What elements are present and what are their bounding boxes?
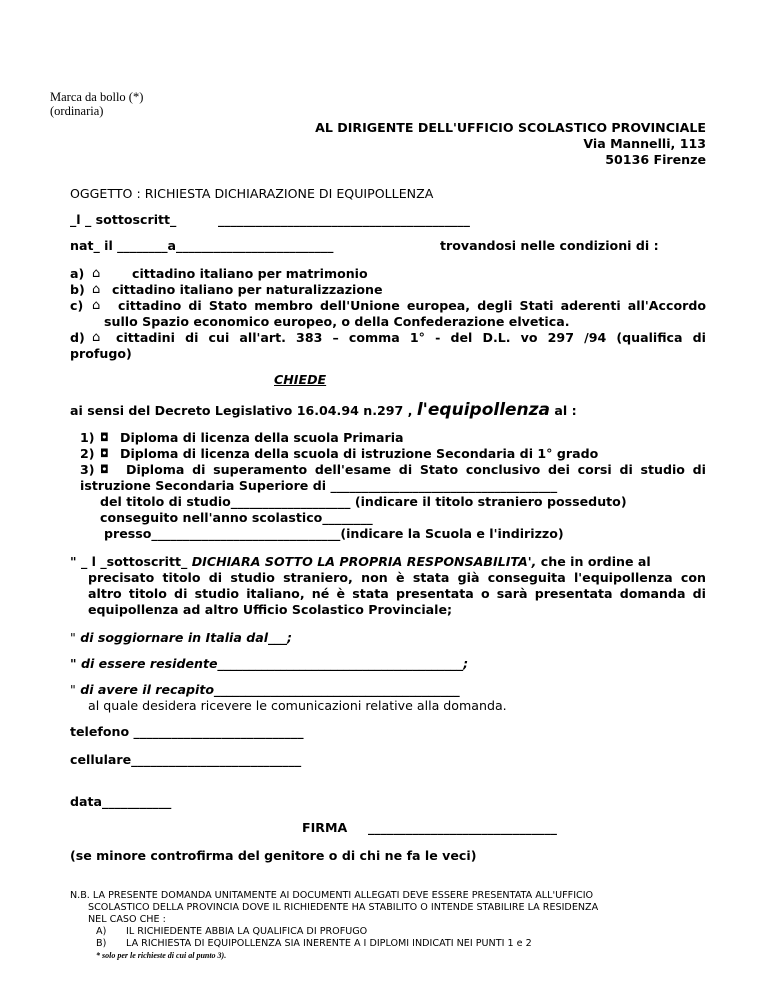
request-heading: CHIEDE [274, 372, 327, 387]
declaration-line-1 [70, 554, 651, 570]
checkbox-icon[interactable]: ◘ [100, 447, 109, 460]
condition-b-text: cittadino italiano per naturalizzazione [112, 282, 383, 297]
stamp-label: Marca da bollo (*) [50, 90, 144, 104]
footnote: * solo per le richieste di cui al punto 3). [96, 951, 227, 960]
declaration-emphasis: DICHIARA SOTTO LA PROPRIA RESPONSABILITA', [191, 554, 537, 569]
checkbox-icon[interactable]: ◘ [100, 463, 109, 476]
nb-b-label: B) [96, 938, 107, 949]
applicant-name-field[interactable]: ________________________________________ [218, 212, 470, 227]
recipient-city: 50136 Firenze [605, 152, 706, 167]
legal-basis [70, 400, 577, 421]
conditions-label: trovandosi nelle condizioni di : [440, 238, 659, 253]
recapito-line [70, 682, 460, 698]
declaration-line-2: precisato titolo di studio straniero, non è stata già conseguita l'equipollenza con [88, 570, 706, 585]
condition-b-label: b) [70, 282, 85, 297]
diploma-3-title-field[interactable]: del titolo di studio___________________ (indicare il titolo straniero posseduto) [100, 494, 627, 509]
nb-line-1: N.B. LA PRESENTE DOMANDA UNITAMENTE AI DOCUMENTI ALLEGATI DEVE ESSERE PRESENTATA ALL'UFFICIO [70, 890, 594, 901]
diploma-3-school-address-field[interactable]: presso______________________________(indicare la Scuola e l'indirizzo) [104, 526, 564, 541]
signature-field[interactable]: ______________________________ [368, 820, 557, 835]
recapito-note: al quale desidera ricevere le comunicazioni relative alla domanda. [88, 698, 507, 713]
diploma-1-text: Diploma di licenza della scuola Primaria [120, 430, 404, 445]
recapito-quote: " [70, 682, 76, 697]
condition-d-text-cont: profugo) [70, 346, 132, 361]
condition-c-text: cittadino di Stato membro dell'Unione europea, degli Stati aderenti all'Accordo [118, 298, 706, 313]
diploma-2-label: 2) [80, 446, 95, 461]
recipient-address: Via Mannelli, 113 [583, 136, 706, 151]
diploma-3-school-field[interactable]: istruzione Secondaria Superiore di ____________________________________ [80, 478, 558, 493]
legal-basis-text: ai sensi del Decreto Legislativo 16.04.94 n.297 , [70, 403, 413, 418]
nb-a-label: A) [96, 926, 107, 937]
condition-a-label: a) [70, 266, 85, 281]
date-field[interactable]: data___________ [70, 794, 172, 809]
condition-d-text: cittadini di cui all'art. 383 – comma 1° - del D.L. vo 297 /94 (qualifica di [116, 330, 706, 345]
checkbox-icon[interactable]: ⌂ [92, 282, 101, 297]
declaration-lead: " _ l _sottoscritt_ [70, 554, 188, 569]
diploma-2-text: Diploma di licenza della scuola di istruzione Secondaria di 1° grado [120, 446, 599, 461]
soggiorno-quote: " [70, 630, 76, 645]
recapito-field[interactable]: di avere il recapito_______________________________________ [80, 682, 460, 697]
nb-b-text: LA RICHIESTA DI EQUIPOLLENZA SIA INERENTE A I DIPLOMI INDICATI NEI PUNTI 1 e 2 [126, 938, 532, 949]
diploma-3-year-field[interactable]: conseguito nell'anno scolastico________ [100, 510, 373, 525]
declaration-tail: che in ordine al [540, 554, 651, 569]
condition-c-text-cont: sullo Spazio economico europeo, o della Confederazione elvetica. [104, 314, 570, 329]
declaration-line-4: equipollenza ad altro Ufficio Scolastico Provinciale; [88, 602, 453, 617]
checkbox-icon[interactable]: ⌂ [92, 266, 101, 281]
nb-line-2: SCOLASTICO DELLA PROVINCIA DOVE IL RICHIEDENTE HA STABILITO O INTENDE STABILIRE LA RESIDENZA [88, 902, 599, 913]
nb-line-3: NEL CASO CHE : [88, 914, 166, 925]
condition-a-text: cittadino italiano per matrimonio [132, 266, 368, 281]
stamp-sublabel: (ordinaria) [50, 104, 104, 118]
condition-c-label: c) [70, 298, 84, 313]
soggiorno-field[interactable]: di soggiornare in Italia dal___; [80, 630, 293, 645]
cellulare-field[interactable]: cellulare___________________________ [70, 752, 302, 767]
diploma-1-label: 1) [80, 430, 95, 445]
legal-basis-tail: al : [554, 403, 577, 418]
diploma-3-text: Diploma di superamento dell'esame di Stato conclusivo dei corsi di studio di [126, 462, 706, 477]
telefono-field[interactable]: telefono ___________________________ [70, 724, 304, 739]
declaration-line-3: altro titolo di studio italiano, né è stata presentata o sarà presentata domanda di [88, 586, 706, 601]
birth-field[interactable]: nat_ il ________a_________________________ [70, 238, 334, 253]
subject-line: OGGETTO : RICHIESTA DICHIARAZIONE DI EQUIPOLLENZA [70, 186, 434, 201]
nb-a-text: IL RICHIEDENTE ABBIA LA QUALIFICA DI PROFUGO [126, 926, 368, 937]
minor-note: (se minore controfirma del genitore o di chi ne fa le veci) [70, 848, 477, 863]
legal-basis-emphasis: l'equipollenza [416, 400, 551, 420]
residente-field[interactable]: " di essere residente_______________________________________; [70, 656, 469, 671]
recipient-title: AL DIRIGENTE DELL'UFFICIO SCOLASTICO PROVINCIALE [315, 120, 706, 135]
checkbox-icon[interactable]: ◘ [100, 431, 109, 444]
signature-label: FIRMA [302, 820, 348, 835]
diploma-3-label: 3) [80, 462, 95, 477]
applicant-label: _l _ sottoscritt_ [70, 212, 177, 227]
checkbox-icon[interactable]: ⌂ [92, 330, 101, 345]
soggiorno-line [70, 630, 292, 646]
checkbox-icon[interactable]: ⌂ [92, 298, 101, 313]
condition-d-label: d) [70, 330, 85, 345]
